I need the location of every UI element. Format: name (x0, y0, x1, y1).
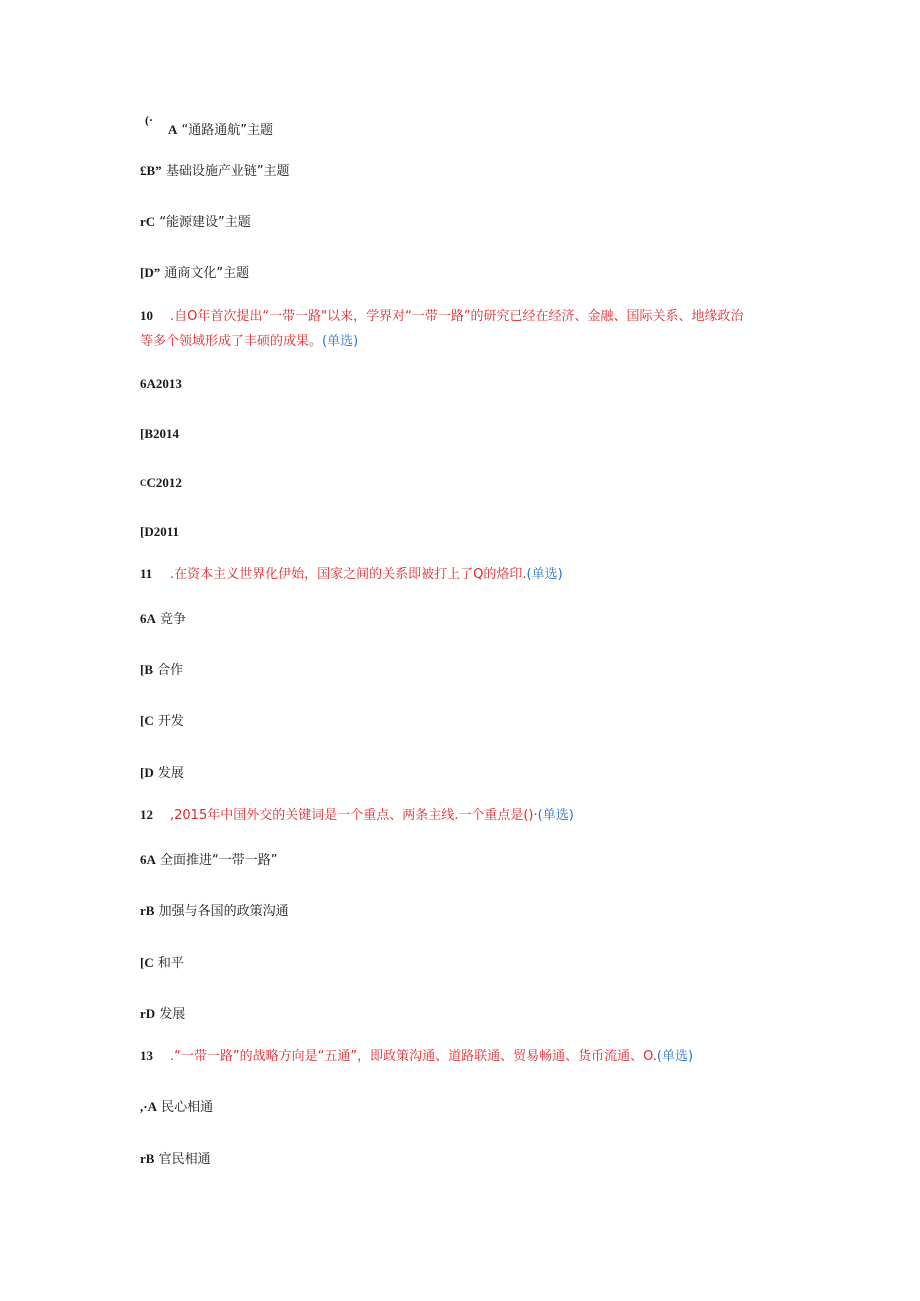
option-prefix-mark: [ (140, 265, 145, 280)
option-text: 发展 (157, 766, 184, 781)
question-text: ,2015年中国外交的关键词是一个重点、两条主线.一个重点是()· (170, 808, 538, 823)
option-text: 全面推进“一带一路” (160, 853, 278, 868)
option-letter: B” (146, 163, 162, 178)
option-prefix-mark: ,· (140, 1099, 148, 1114)
question-number: 12 (140, 807, 153, 822)
option-text: 基础设施产业链”主题 (165, 164, 290, 179)
option-prefix-mark: (· (145, 113, 153, 127)
option-text: 发展 (159, 1007, 186, 1022)
option-letter: D” (144, 265, 161, 280)
option-q12-a[interactable] (140, 851, 278, 870)
question-number: 13 (140, 1048, 153, 1063)
option-prefix-mark: [ (140, 524, 145, 539)
option-prefix-mark: 6 (140, 852, 147, 867)
question-text: .“一带一路”的战略方向是“五通”，即政策沟通、道路联通、贸易畅通、货币流通、O. (170, 1049, 657, 1064)
question-type: (单选) (537, 808, 574, 823)
option-text: 2014 (153, 426, 180, 441)
question-type: (单选) (526, 567, 563, 582)
option-text: 加强与各国的政策沟通 (158, 904, 289, 919)
option-text: 民心相通 (161, 1100, 214, 1115)
option-prefix-mark: [ (140, 426, 145, 441)
option-letter: A (146, 852, 156, 867)
option-letter: C (146, 475, 156, 490)
option-text: 和平 (157, 956, 184, 971)
option-prefix-mark: r (140, 1006, 146, 1021)
question-11 (140, 565, 563, 584)
question-10 (140, 303, 790, 354)
option-q9-b[interactable] (140, 162, 290, 181)
option-prefix-mark: r (140, 903, 146, 918)
option-text: 2013 (155, 376, 182, 391)
option-text: 竞争 (160, 612, 187, 627)
option-q9-c[interactable] (140, 213, 251, 232)
option-prefix-mark: [ (140, 765, 145, 780)
option-text: 开发 (157, 714, 184, 729)
option-prefix-mark: [ (140, 662, 145, 677)
option-letter: D (144, 524, 154, 539)
option-q9-d[interactable] (140, 264, 249, 283)
option-prefix-mark: r (140, 1151, 146, 1166)
option-q10-a[interactable] (140, 375, 182, 394)
option-q13-b[interactable] (140, 1150, 211, 1169)
option-q10-c[interactable] (140, 474, 182, 493)
option-prefix-mark: £ (140, 163, 147, 178)
question-type: (单选) (322, 334, 359, 349)
option-q11-a[interactable] (140, 610, 186, 629)
option-letter: A (146, 611, 156, 626)
option-letter: B (145, 903, 155, 918)
option-letter: B (144, 662, 154, 677)
option-q9-a[interactable] (168, 121, 273, 140)
option-letter: C (145, 214, 156, 229)
question-number: 11 (140, 566, 153, 581)
option-q12-c[interactable] (140, 954, 184, 973)
question-number: 10 (140, 308, 153, 323)
option-letter: A (168, 122, 178, 137)
option-text: 2012 (155, 475, 182, 490)
question-12 (140, 806, 574, 825)
option-text: “能源建设”主题 (159, 215, 251, 230)
option-q10-b[interactable] (140, 425, 179, 444)
option-q11-c[interactable] (140, 712, 184, 731)
option-q10-d[interactable] (140, 523, 179, 542)
option-letter: A (147, 1099, 157, 1114)
option-letter: A (146, 376, 156, 391)
option-prefix-mark: r (140, 214, 146, 229)
option-prefix-mark: [ (140, 713, 145, 728)
option-prefix-mark: C (140, 478, 147, 488)
option-text: 通商文化”主题 (164, 266, 250, 281)
option-text: 2011 (153, 524, 180, 539)
question-text-line1: .自O年首次提出“一带一路"以来，学界对“一带一路”的研究已经在经济、金融、国际关系、地缘政治 (170, 309, 744, 324)
option-q11-b[interactable] (140, 661, 183, 680)
question-text: .在资本主义世界化伊始，国家之间的关系即被打上了Q的烙印. (170, 567, 527, 582)
option-letter: D (144, 765, 154, 780)
option-text: 官民相通 (158, 1152, 211, 1167)
option-letter: C (144, 955, 154, 970)
option-text: 合作 (157, 663, 184, 678)
option-q12-b[interactable] (140, 902, 289, 921)
option-letter: B (144, 426, 154, 441)
option-prefix-mark: 6 (140, 376, 147, 391)
option-q11-d[interactable] (140, 764, 184, 783)
option-text: “通路通航”主题 (181, 123, 274, 138)
option-letter: B (145, 1151, 155, 1166)
question-type: (单选) (656, 1049, 694, 1064)
option-letter: C (144, 713, 154, 728)
question-13 (140, 1047, 693, 1066)
option-prefix-mark: 6 (140, 611, 147, 626)
option-prefix-mark: [ (140, 955, 145, 970)
option-q12-d[interactable] (140, 1005, 185, 1024)
option-q13-a[interactable] (140, 1098, 213, 1117)
question-text-line2: 等多个领域形成了丰硕的成果。 (140, 334, 323, 349)
option-letter: D (145, 1006, 156, 1021)
